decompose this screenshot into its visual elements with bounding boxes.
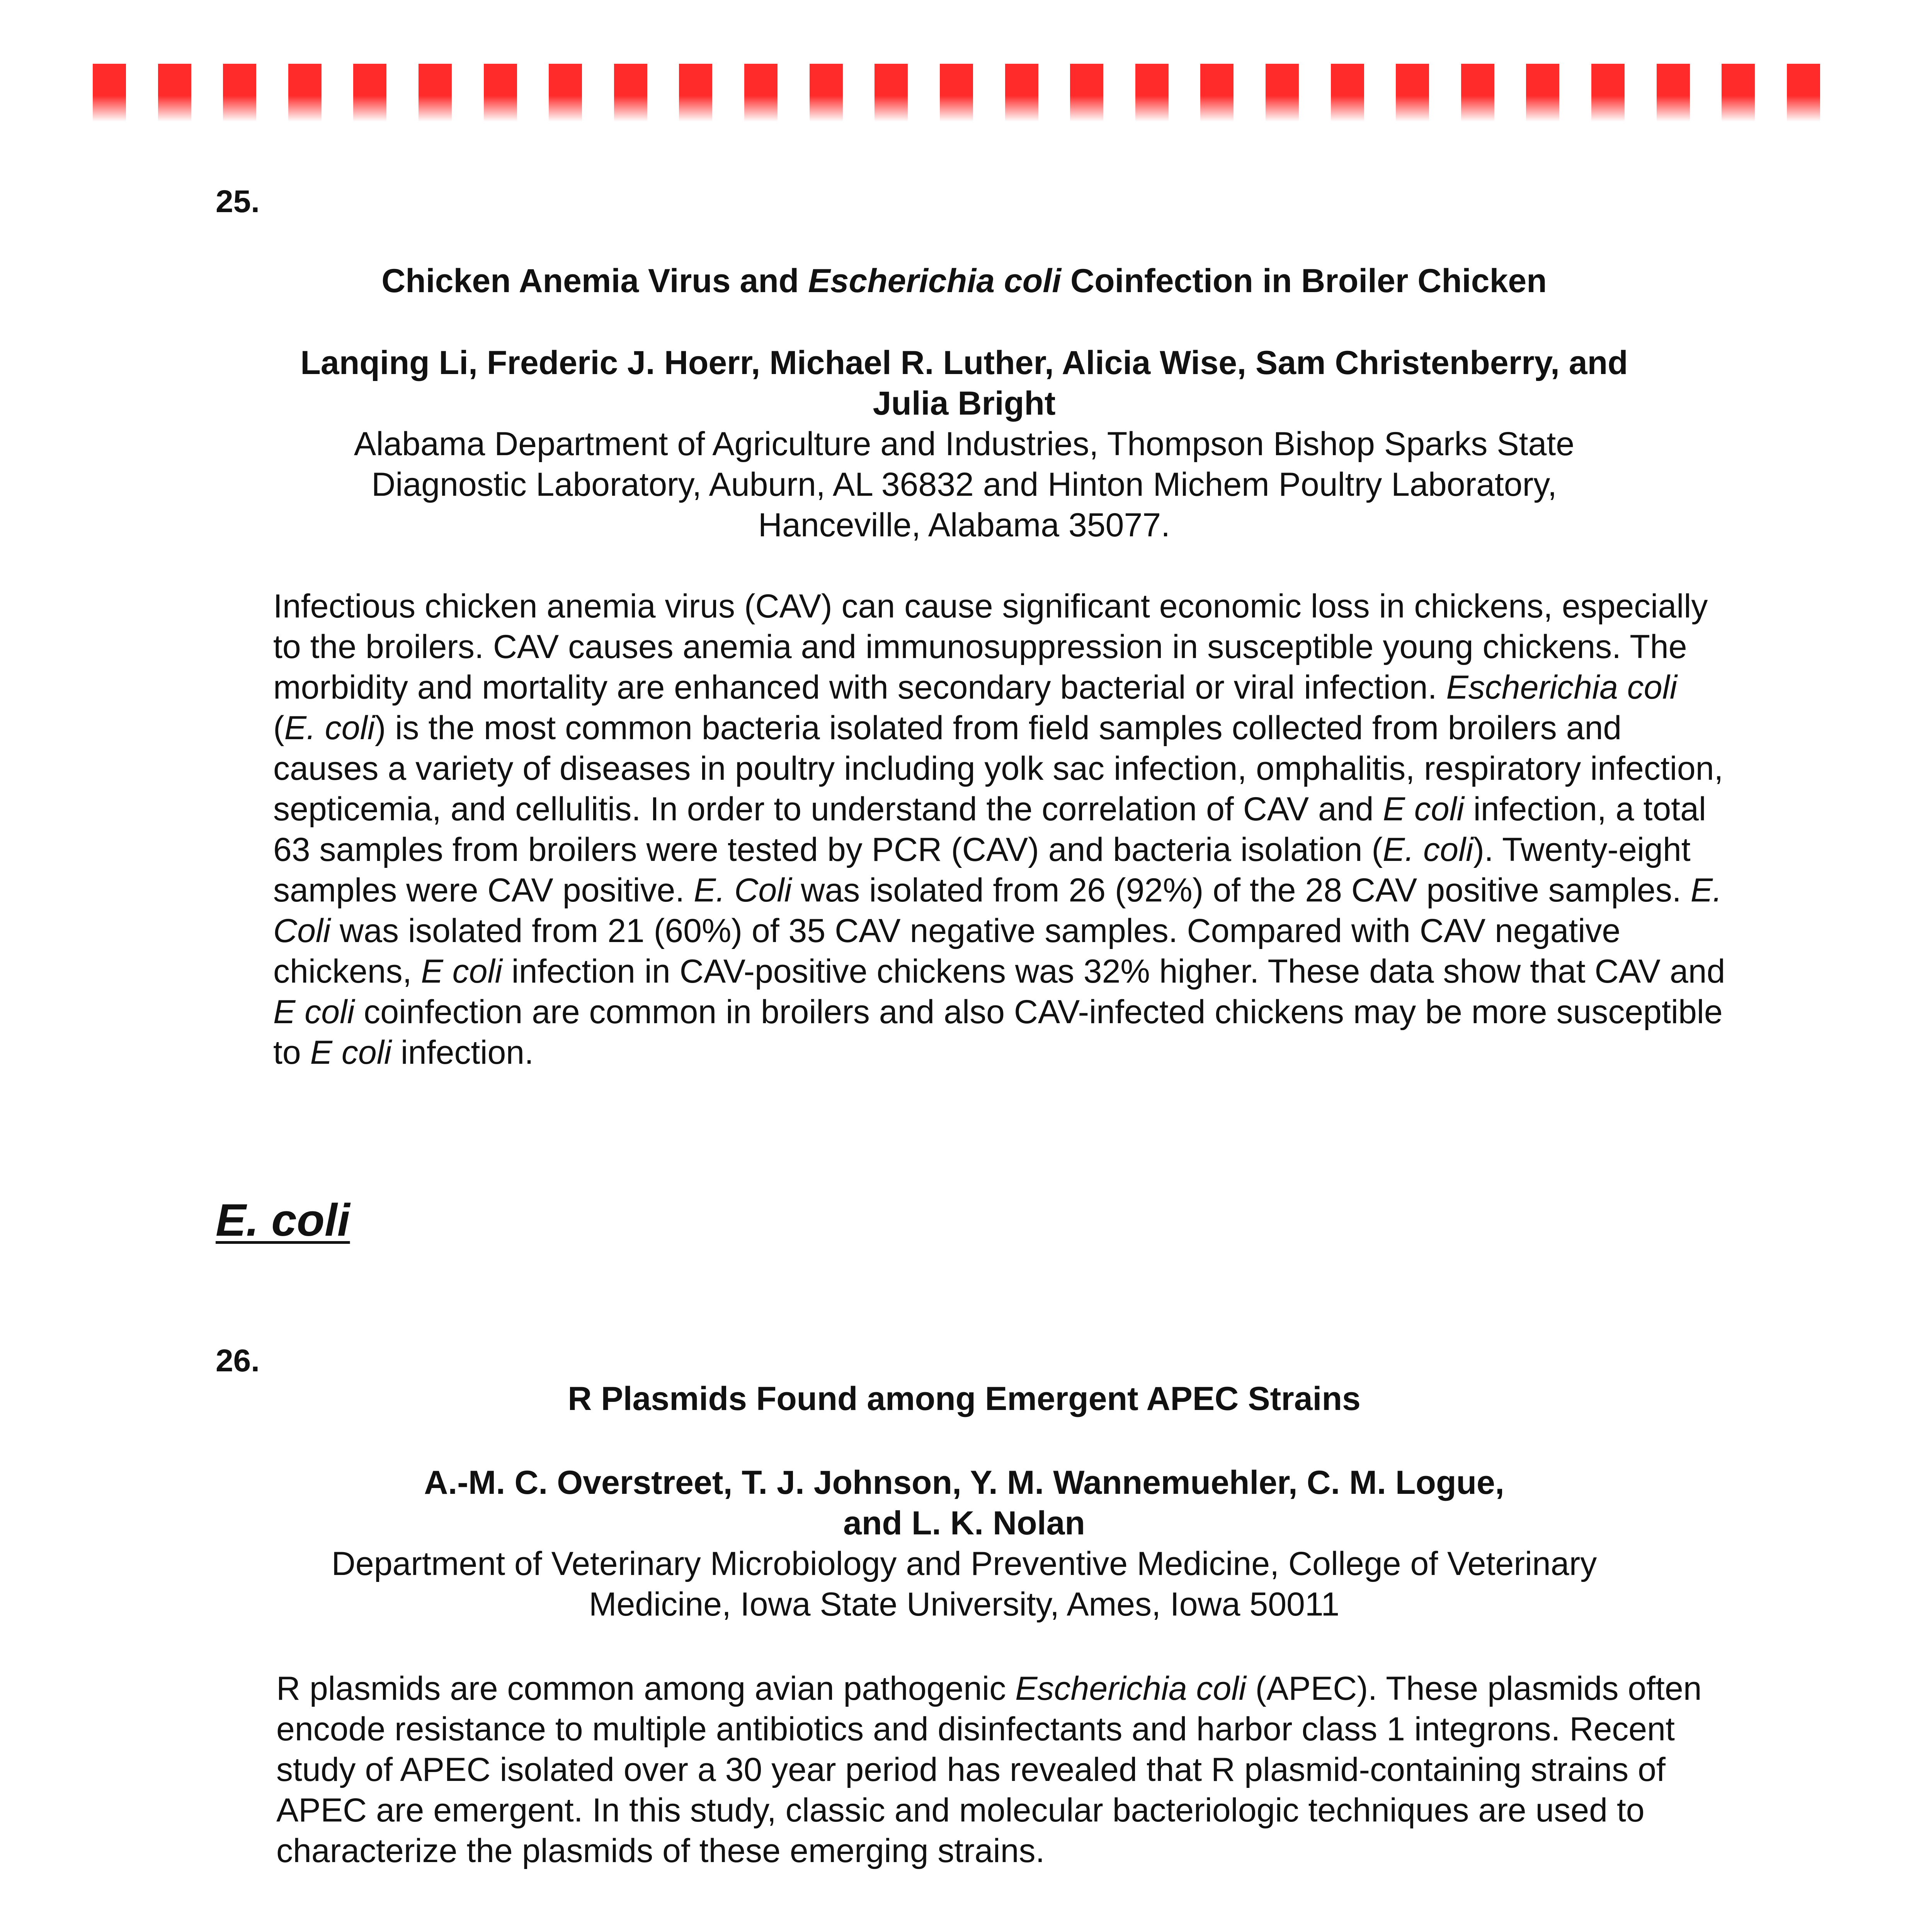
- abstract-body: [273, 586, 1726, 1073]
- header-block: [549, 64, 582, 122]
- author-line: Lanqing Li, Frederic J. Hoerr, Michael R. Luther, Alicia Wise, Sam Christenberry, and: [300, 344, 1628, 381]
- author-line: and L. K. Nolan: [843, 1505, 1085, 1542]
- header-block: [875, 64, 908, 122]
- species-name: E. coli: [284, 709, 375, 747]
- body-text: R plasmids are common among avian pathogenic: [276, 1670, 1016, 1707]
- body-text: infection, a total 63 samples from broilers were tested by PCR (CAV) and bacteria isolation (: [273, 791, 1707, 868]
- abstract-title: [232, 260, 1696, 302]
- author-list: [232, 1463, 1696, 1544]
- header-block: [679, 64, 712, 122]
- species-name: E coli: [1383, 791, 1464, 828]
- body-text: (APEC). These plasmids often encode resistance to multiple antibiotics and disinfectants and harbor class 1 integrons. Recent study of APEC isolated over a 30 year period has revealed that R plasmid-containing strains of APEC are emergent. In this study, classic and molecular bacteriologic techniques are used to characterize the plasmids of these emerging strains.: [276, 1670, 1702, 1869]
- title-italic-text: Escherichia coli: [808, 262, 1062, 299]
- header-block: [1266, 64, 1299, 122]
- abstract-title: R Plasmids Found among Emergent APEC Strains: [568, 1380, 1361, 1417]
- header-block: [1526, 64, 1559, 122]
- body-text: (: [273, 709, 284, 747]
- header-block: [158, 64, 191, 122]
- abstract-body: [276, 1668, 1729, 1871]
- header-block: [288, 64, 322, 122]
- affiliation: [232, 424, 1696, 546]
- header-block: [419, 64, 452, 122]
- header-block: [1135, 64, 1169, 122]
- species-name: Escherichia coli: [1015, 1670, 1246, 1707]
- header-block: [1005, 64, 1038, 122]
- affiliation-line: Alabama Department of Agriculture and Industries, Thompson Bishop Sparks State: [354, 425, 1575, 463]
- species-name: E coli: [273, 993, 355, 1031]
- header-block: [1657, 64, 1690, 122]
- header-block: [484, 64, 517, 122]
- header-block: [810, 64, 843, 122]
- species-name: E. Coli: [694, 872, 792, 909]
- body-text: coinfection are common in broilers and also CAV-infected chickens may be more susceptible to: [273, 993, 1723, 1071]
- body-text: infection.: [391, 1034, 534, 1071]
- header-block: [1787, 64, 1820, 122]
- header-block: [744, 64, 778, 122]
- body-text: Infectious chicken anemia virus (CAV) can cause significant economic loss in chickens, especially to the broilers. CAV causes anemia and immunosuppression in susceptible young chickens. The morbidity and mortality are enhanced with secondary bacterial or viral infection.: [273, 588, 1708, 706]
- header-block: [93, 64, 126, 122]
- body-text: ). Twenty-eight samples were CAV positive.: [273, 831, 1691, 909]
- decorative-header-band: [93, 64, 1820, 122]
- title-text: Chicken Anemia Virus and: [381, 262, 808, 299]
- header-block: [1461, 64, 1494, 122]
- body-text: infection in CAV-positive chickens was 32% higher. These data show that CAV and: [502, 953, 1725, 990]
- section-heading: E. coli: [216, 1195, 350, 1246]
- body-text: was isolated from 21 (60%) of 35 CAV negative samples. Compared with CAV negative chickens,: [273, 912, 1621, 990]
- species-name: Escherichia coli: [1446, 669, 1677, 706]
- header-block: [353, 64, 386, 122]
- author-line: A.-M. C. Overstreet, T. J. Johnson, Y. M. Wannemuehler, C. M. Logue,: [424, 1464, 1504, 1501]
- header-block: [223, 64, 256, 122]
- header-block: [1200, 64, 1234, 122]
- abstract-number: 25.: [216, 184, 260, 219]
- header-block: [1722, 64, 1755, 122]
- header-block: [614, 64, 647, 122]
- header-block: [940, 64, 973, 122]
- title-text: Coinfection in Broiler Chicken: [1061, 262, 1547, 299]
- body-text: was isolated from 26 (92%) of the 28 CAV positive samples.: [791, 872, 1691, 909]
- header-block: [1331, 64, 1364, 122]
- affiliation-line: Department of Veterinary Microbiology and Preventive Medicine, College of Veterinary: [331, 1545, 1597, 1582]
- abstract-number: 26.: [216, 1343, 260, 1378]
- author-line: Julia Bright: [873, 385, 1056, 422]
- affiliation: [232, 1544, 1696, 1625]
- species-name: E. Coli: [273, 872, 1722, 949]
- header-block: [1070, 64, 1103, 122]
- header-block: [1591, 64, 1625, 122]
- affiliation-line: Diagnostic Laboratory, Auburn, AL 36832 and Hinton Michem Poultry Laboratory,: [371, 466, 1557, 503]
- header-block: [1396, 64, 1429, 122]
- species-name: E. coli: [1383, 831, 1473, 868]
- affiliation-line: Hanceville, Alabama 35077.: [758, 507, 1171, 544]
- body-text: ) is the most common bacteria isolated from field samples collected from broilers and causes a variety of diseases in poultry including yolk sac infection, omphalitis, respiratory infection, septicemia, and cellulitis. In order to understand the correlation of CAV and: [273, 709, 1724, 828]
- author-list: [232, 343, 1696, 424]
- affiliation-line: Medicine, Iowa State University, Ames, Iowa 50011: [589, 1586, 1340, 1623]
- species-name: E coli: [310, 1034, 391, 1071]
- species-name: E coli: [421, 953, 502, 990]
